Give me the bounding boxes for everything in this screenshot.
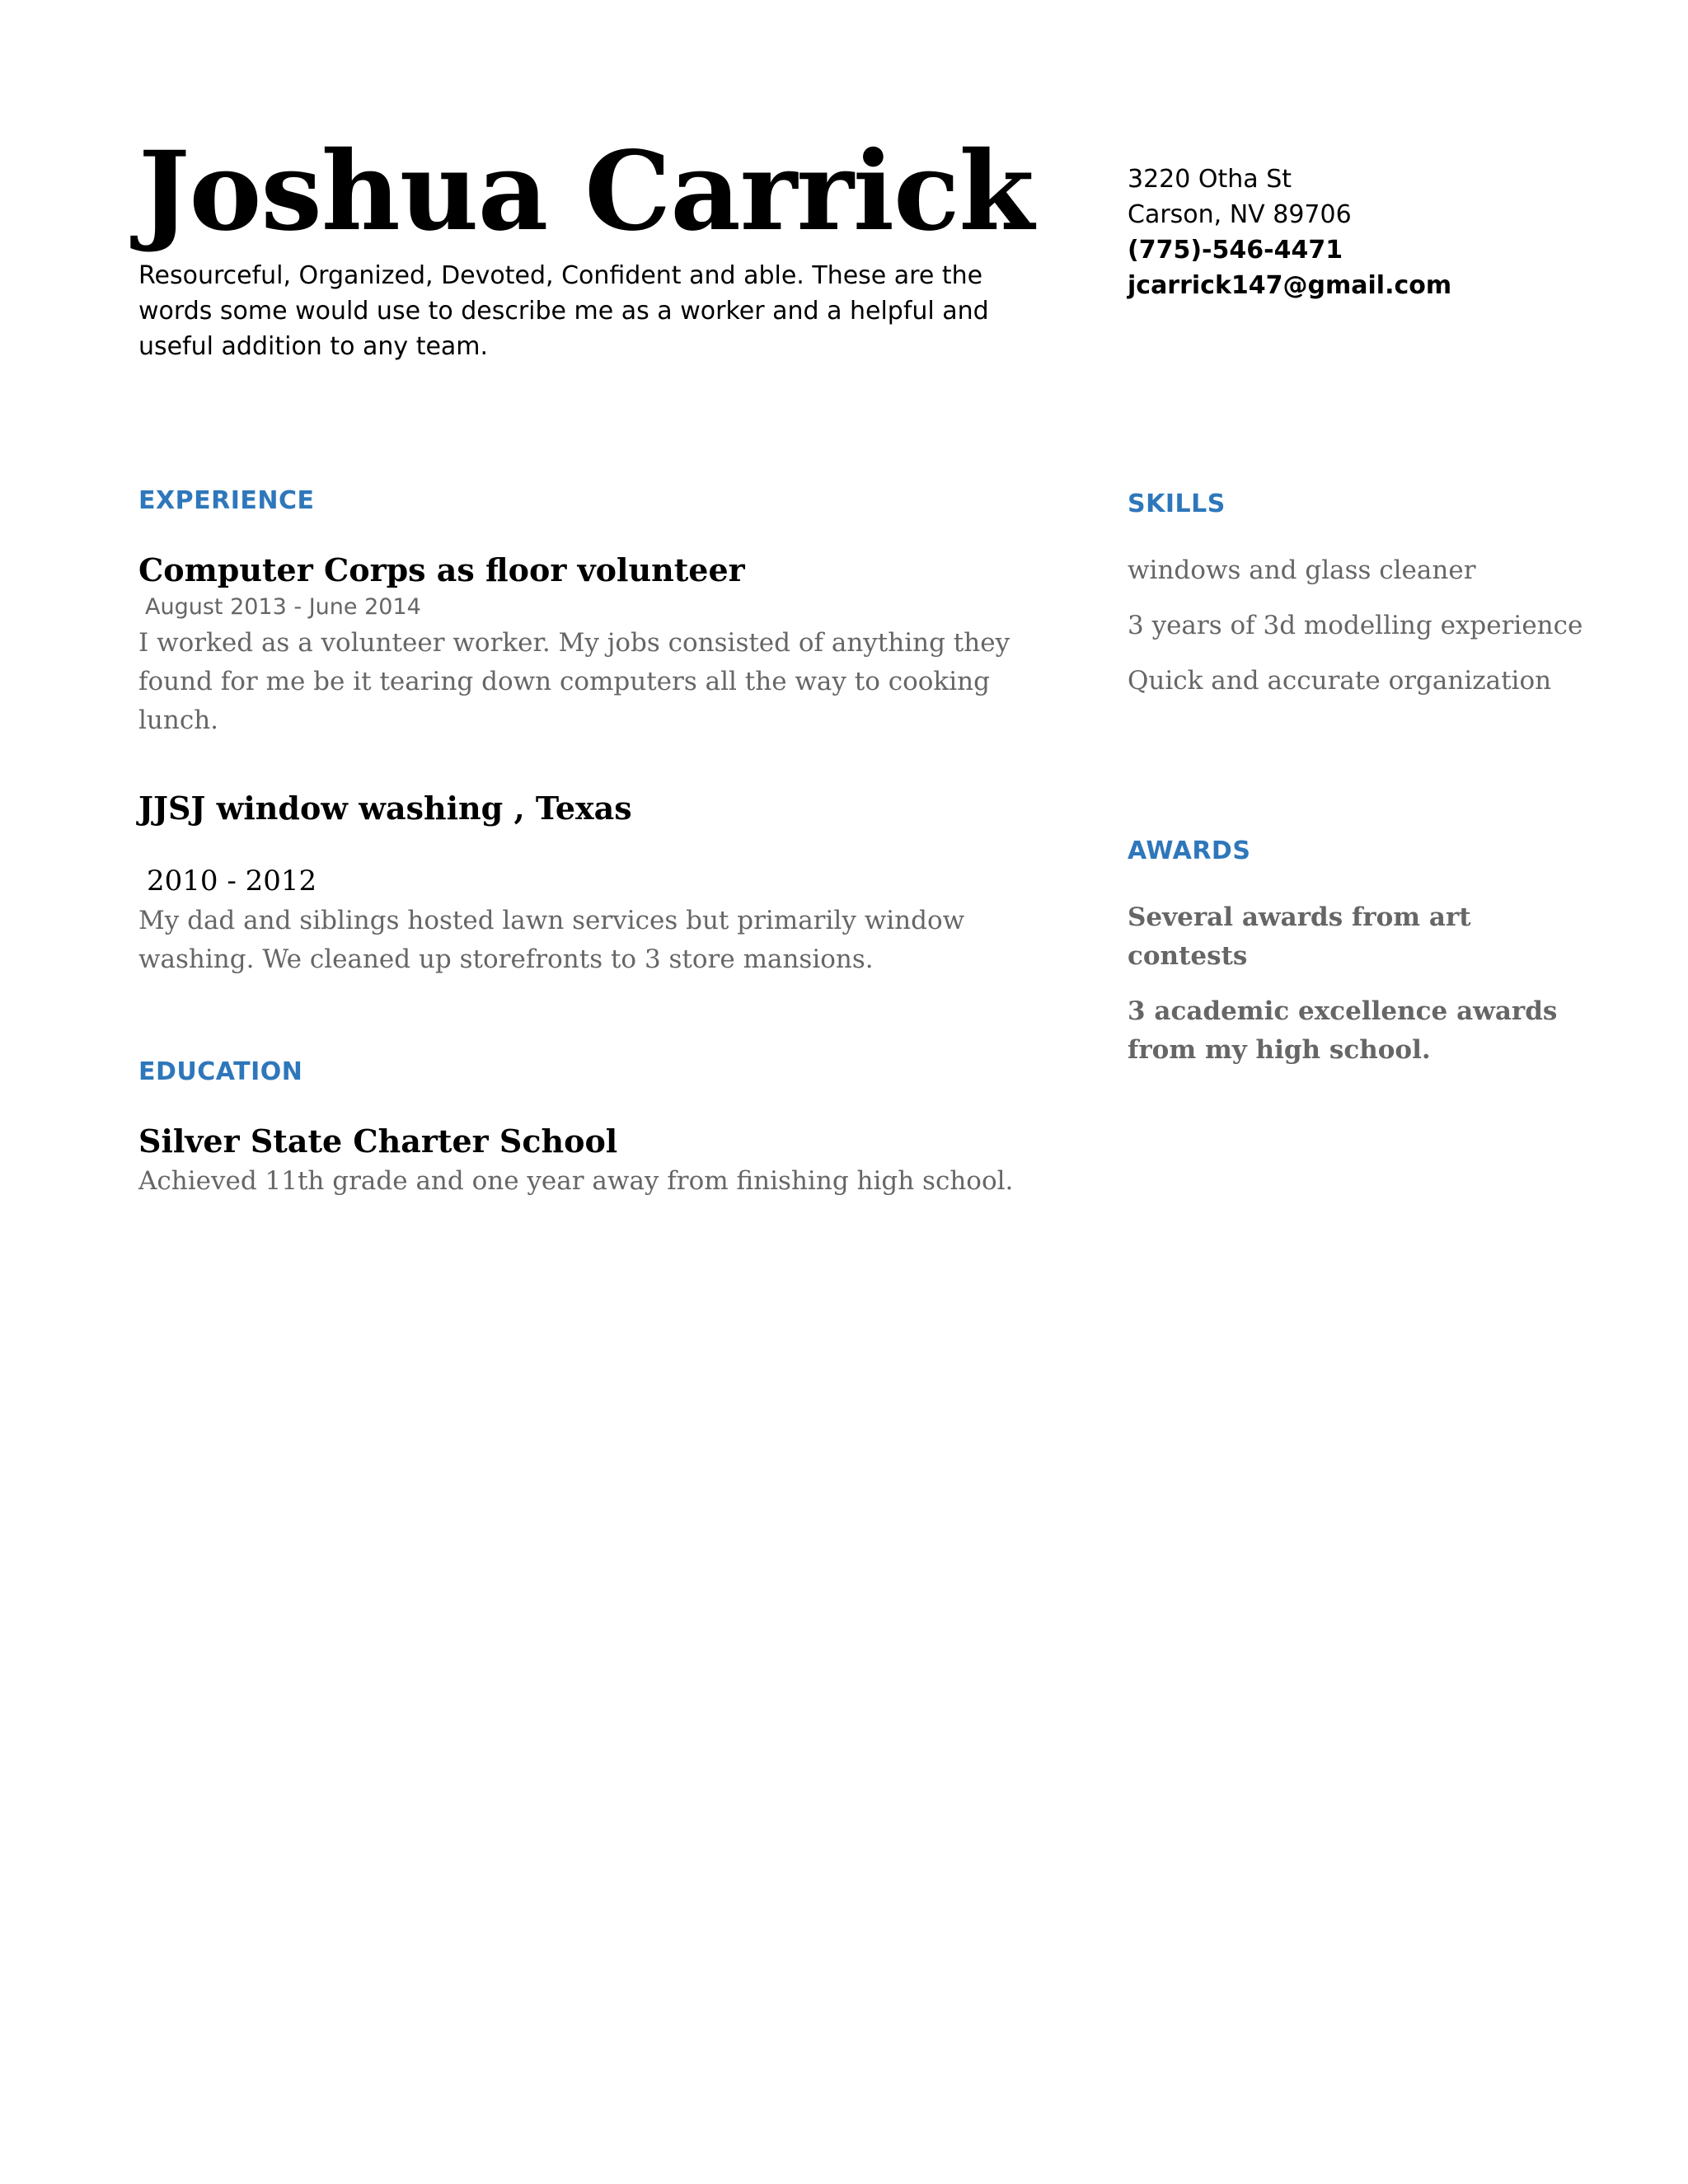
award-item: Several awards from art contests: [1128, 902, 1471, 971]
summary-text: Resourceful, Organized, Devoted, Confident and able. These are the words some would use to describe me as a worker and a helpful and useful addition to any team.: [138, 261, 989, 362]
skill-item: 3 years of 3d modelling experience: [1128, 611, 1583, 640]
job-title: Computer Corps as floor volunteer: [138, 551, 745, 589]
job-dates: August 2013 - June 2014: [145, 594, 421, 621]
job-description: My dad and siblings hosted lawn services but primarily window washing. We cleaned up storefronts to 3 store mansions.: [138, 906, 965, 975]
education-section: [138, 1057, 1053, 1201]
applicant-name: Joshua Carrick: [138, 128, 1034, 255]
contact-phone: (775)-546-4471: [1128, 236, 1343, 265]
job-dates: 2010 - 2012: [147, 865, 317, 898]
skill-item: windows and glass cleaner: [1128, 555, 1476, 585]
job-entry: [138, 788, 1053, 979]
side-column: [1128, 162, 1589, 1086]
contact-email: jcarrick147@gmail.com: [1128, 271, 1452, 300]
school-name: Silver State Charter School: [138, 1122, 618, 1160]
education-heading: EDUCATION: [138, 1057, 303, 1087]
awards-heading: AWARDS: [1128, 837, 1251, 865]
skills-heading: SKILLS: [1128, 490, 1226, 518]
contact-city: Carson, NV 89706: [1128, 200, 1352, 229]
award-item: 3 academic excellence awards from my high school.: [1128, 996, 1558, 1065]
experience-section: [138, 486, 1053, 979]
awards-section: [1128, 837, 1589, 1070]
contact-street: 3220 Otha St: [1128, 165, 1292, 194]
job-title: JJSJ window washing , Texas: [138, 790, 632, 827]
skill-item: Quick and accurate organization: [1128, 666, 1552, 696]
skills-section: [1128, 490, 1589, 701]
job-description: I worked as a volunteer worker. My jobs consisted of anything they found for me be it tearing down computers all the way to cooking lunch.: [138, 628, 1010, 736]
contact-block: [1128, 162, 1589, 303]
job-entry: [138, 550, 1053, 740]
experience-heading: EXPERIENCE: [138, 486, 315, 516]
main-column: [138, 128, 1053, 1201]
education-description: Achieved 11th grade and one year away from finishing high school.: [138, 1166, 1014, 1197]
